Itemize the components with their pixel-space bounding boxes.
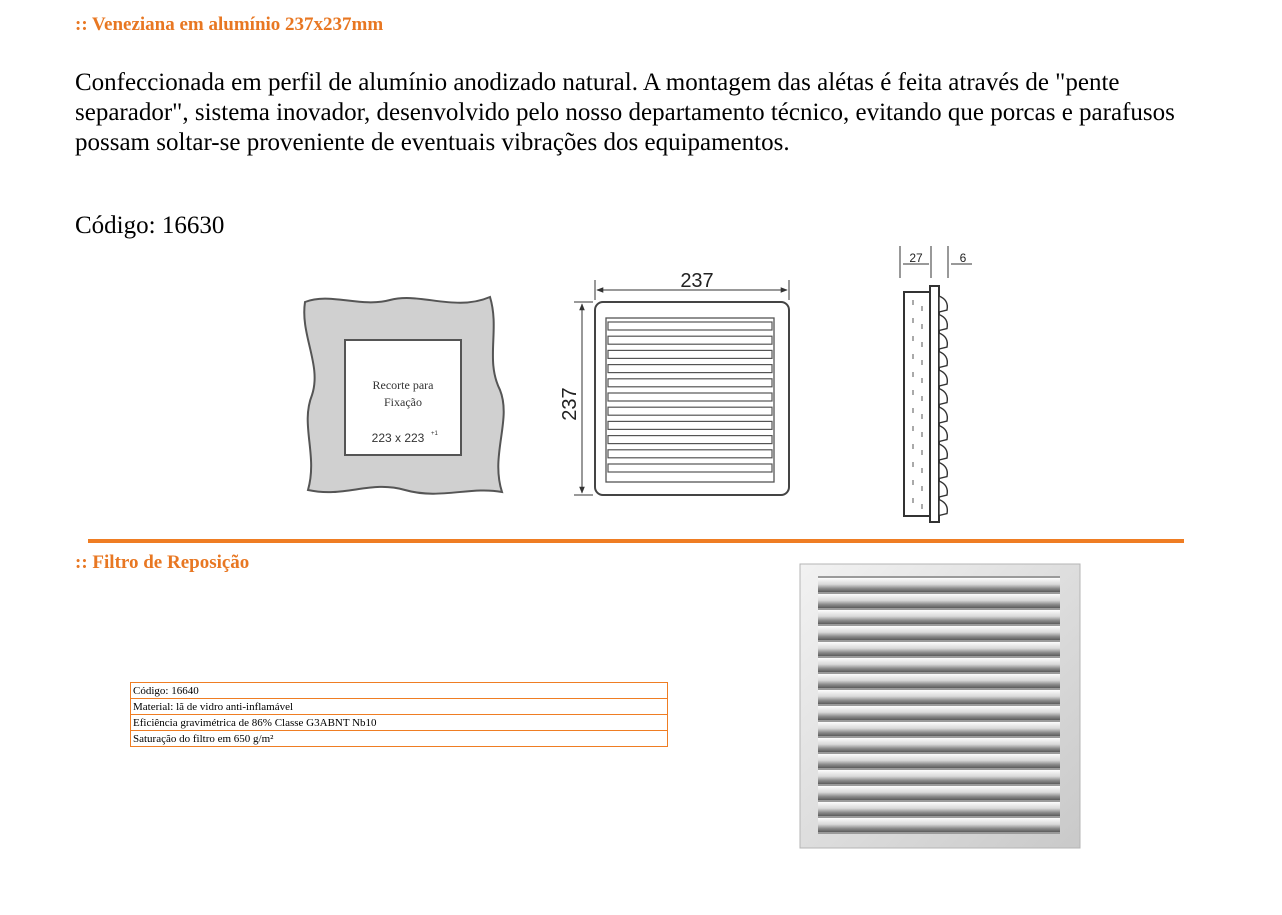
- fin-profile: [939, 426, 947, 442]
- section-title-filtro: :: Filtro de Reposição: [75, 552, 250, 573]
- slat-outline: [608, 407, 772, 415]
- photo-slat: [818, 610, 1060, 624]
- product-description: Confeccionada em perfil de alumínio anodizado natural. A montagem das alétas é feita através de "pente separador", sistema inovador, desenvolvido pelo nosso departamento técnico, evitando que porcas e parafusos possam soltar-se proveniente de eventuais vibrações dos equipamentos.: [75, 69, 1175, 156]
- photo-slat: [818, 738, 1060, 752]
- specs-table: [130, 682, 668, 747]
- cutout-dims: 223 x 223: [371, 431, 425, 445]
- width-dimension: 237: [680, 270, 714, 292]
- table-row: [131, 683, 668, 699]
- wall-cutout-drawing: [304, 297, 503, 494]
- flange-dimension: 6: [959, 251, 967, 265]
- slat-outline: [608, 365, 772, 373]
- slat-outline: [608, 421, 772, 429]
- fin-profile: [939, 481, 947, 497]
- fin-profile: [939, 370, 947, 386]
- spec-cell: Código: 16640: [131, 683, 668, 699]
- spec-cell: Eficiência gravimétrica de 86% Classe G3ABNT Nb10: [131, 715, 668, 731]
- table-row: [131, 699, 668, 715]
- photo-slat: [818, 722, 1060, 736]
- table-row: [131, 715, 668, 731]
- photo-slat: [818, 754, 1060, 768]
- photo-slat: [818, 818, 1060, 832]
- photo-slat: [818, 706, 1060, 720]
- slat-outline: [608, 393, 772, 401]
- slat-outline: [608, 322, 772, 330]
- side-view-drawing: [900, 246, 972, 522]
- photo-slat: [818, 802, 1060, 816]
- fin-profile: [939, 389, 947, 405]
- slat-outline: [608, 379, 772, 387]
- fin-profile: [939, 296, 947, 312]
- fin-profile: [939, 407, 947, 423]
- table-row: [131, 731, 668, 747]
- slat-outline: [608, 450, 772, 458]
- fin-profile: [939, 315, 947, 331]
- slat-outline: [608, 350, 772, 358]
- slat-outline: [608, 464, 772, 472]
- louver-grille-photo: [790, 562, 1082, 850]
- cutout-label-2: Fixação: [384, 395, 422, 409]
- fin-profile: [939, 333, 947, 349]
- photo-slat: [818, 578, 1060, 592]
- fin-profile: [939, 352, 947, 368]
- cutout-label-1: Recorte para: [372, 378, 434, 392]
- photo-slat: [818, 594, 1060, 608]
- photo-slat: [818, 642, 1060, 656]
- section-divider: [88, 539, 1184, 543]
- photo-slat: [818, 770, 1060, 784]
- spec-cell: Saturação do filtro em 650 g/m²: [131, 731, 668, 747]
- photo-slat: [818, 626, 1060, 640]
- fin-profile: [939, 500, 947, 516]
- depth-dimension: 27: [909, 251, 923, 265]
- spec-cell: Material: lã de vidro anti-inflamável: [131, 699, 668, 715]
- photo-slat: [818, 658, 1060, 672]
- photo-slat: [818, 674, 1060, 688]
- fin-profile: [939, 444, 947, 460]
- front-view-drawing: [559, 270, 789, 495]
- cutout-tolerance: +1: [431, 431, 438, 437]
- height-dimension: 237: [559, 387, 581, 421]
- photo-slat: [818, 690, 1060, 704]
- photo-slat: [818, 786, 1060, 800]
- product-code: Código: 16630: [75, 212, 225, 239]
- slat-outline: [608, 336, 772, 344]
- section-title-veneziana: :: Veneziana em alumínio 237x237mm: [75, 14, 384, 35]
- slat-outline: [608, 436, 772, 444]
- fin-profile: [939, 463, 947, 479]
